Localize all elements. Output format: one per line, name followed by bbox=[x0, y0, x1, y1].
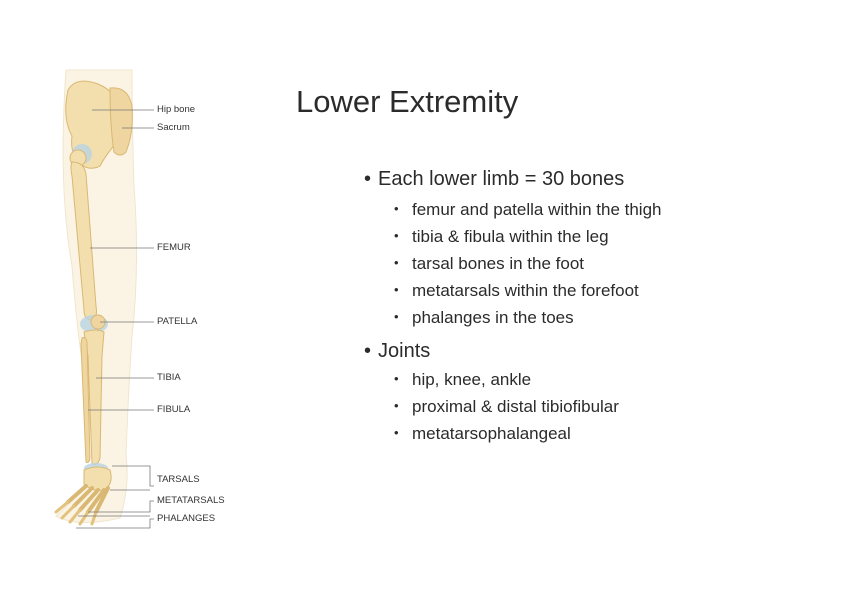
sub-bullet bbox=[394, 424, 571, 444]
sub-bullet bbox=[394, 254, 584, 274]
bullet-dot: • bbox=[394, 371, 399, 386]
sub-bullet-text: metatarsophalangeal bbox=[412, 424, 571, 443]
bullet-dot: • bbox=[394, 228, 399, 243]
bullet-dot: • bbox=[394, 309, 399, 324]
label-sacrum: Sacrum bbox=[157, 122, 190, 133]
sub-bullet-text: tarsal bones in the foot bbox=[412, 254, 585, 273]
sub-bullet-text: tibia & fibula within the leg bbox=[412, 227, 609, 246]
sub-bullet bbox=[394, 308, 574, 328]
label-metatarsals: METATARSALS bbox=[157, 495, 225, 506]
label-phalanges: PHALANGES bbox=[157, 513, 216, 524]
sub-bullet bbox=[394, 227, 609, 247]
sub-bullet-text: phalanges in the toes bbox=[412, 308, 574, 327]
bullet-dot: • bbox=[394, 425, 399, 440]
sub-bullet-text: metatarsals within the forefoot bbox=[412, 281, 639, 300]
bullet-dot: • bbox=[364, 340, 372, 362]
sub-bullet-text: femur and patella within the thigh bbox=[412, 200, 662, 219]
bullet-dot: • bbox=[364, 168, 372, 190]
label-patella: PATELLA bbox=[157, 316, 198, 327]
bullet-dot: • bbox=[394, 255, 399, 270]
sub-bullet bbox=[394, 370, 531, 390]
label-fibula: FIBULA bbox=[157, 404, 191, 415]
bullet-bones bbox=[364, 168, 624, 191]
label-tibia: TIBIA bbox=[157, 372, 181, 383]
bullet-dot: • bbox=[394, 201, 399, 216]
sub-bullet-text: hip, knee, ankle bbox=[412, 370, 532, 389]
bullet-text: Joints bbox=[378, 340, 431, 362]
skeleton-illustration bbox=[48, 66, 248, 536]
bullet-text: Each lower limb = 30 bones bbox=[378, 168, 625, 190]
sub-bullet bbox=[394, 200, 662, 220]
bullet-dot: • bbox=[394, 398, 399, 413]
label-femur: FEMUR bbox=[157, 242, 191, 253]
sub-bullet bbox=[394, 397, 619, 417]
slide-title: Lower Extremity bbox=[296, 84, 519, 119]
sub-bullet-text: proximal & distal tibiofibular bbox=[412, 397, 619, 416]
sub-bullet bbox=[394, 281, 639, 301]
bullet-dot: • bbox=[394, 282, 399, 297]
lower-limb-skeleton-figure bbox=[48, 66, 248, 536]
bullet-joints bbox=[364, 340, 430, 363]
label-tarsals: TARSALS bbox=[157, 474, 200, 485]
label-hip-bone: Hip bone bbox=[157, 104, 196, 115]
